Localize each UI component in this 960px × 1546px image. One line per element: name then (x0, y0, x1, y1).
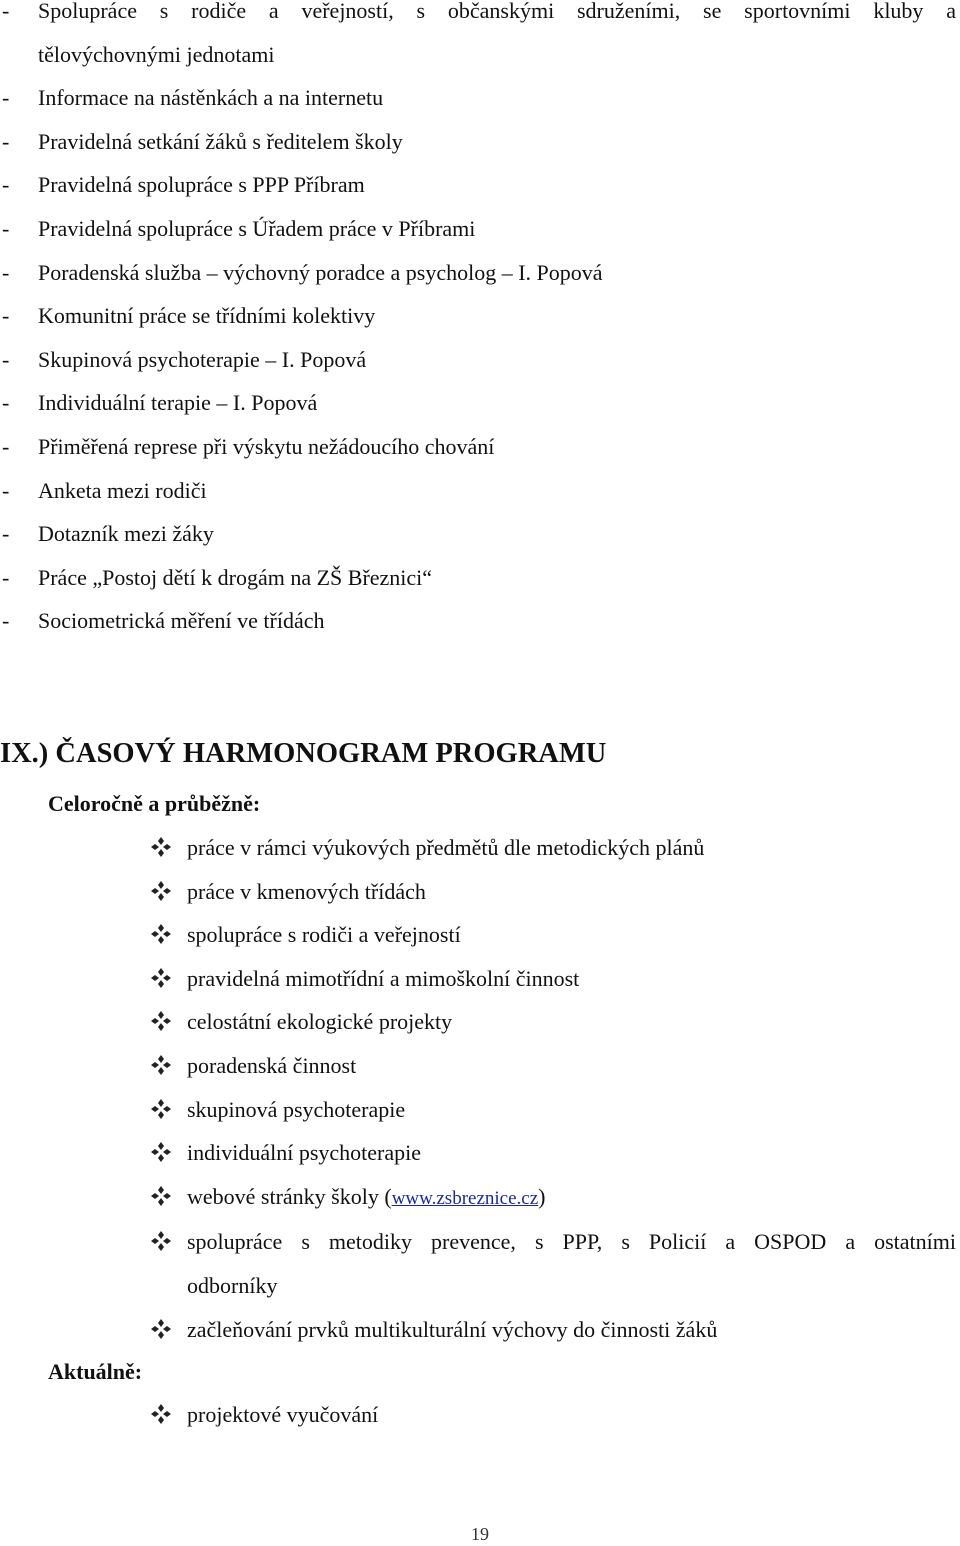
list-item (0, 120, 960, 164)
list-item-text: začleňování prvků multikulturální výchovy do činnosti žáků (187, 1316, 718, 1342)
diamond-bullet-icon (150, 1403, 172, 1425)
list-item (0, 1044, 960, 1088)
list-item (0, 1393, 960, 1437)
list-item-text (187, 1220, 956, 1307)
list-item-text: Skupinová psychoterapie – I. Popová (38, 346, 367, 372)
list-item-text: Poradenská služba – výchovný poradce a psycholog – I. Popová (38, 259, 603, 285)
list-item (0, 251, 960, 295)
dash-marker: - (2, 303, 10, 329)
diamond-bullet-icon (150, 1230, 172, 1252)
list-item-text: spolupráce s rodiči a veřejností (187, 922, 461, 948)
diamond-bullet-icon (150, 967, 172, 989)
dash-marker: - (2, 608, 10, 634)
list-item (0, 1000, 960, 1044)
list-item-text: poradenská činnost (187, 1052, 357, 1078)
list-item (0, 556, 960, 600)
dash-marker: - (2, 259, 10, 285)
list-item (0, 1131, 960, 1175)
list-item (0, 870, 960, 914)
diamond-bullet-icon (150, 1010, 172, 1032)
web-prefix: webové stránky školy ( (187, 1183, 392, 1209)
list-item-text: Pravidelná spolupráce s PPP Příbram (38, 172, 365, 198)
list-item (0, 599, 960, 643)
dash-marker: - (2, 521, 10, 547)
diamond-bullet-icon (150, 880, 172, 902)
subsection-ongoing-title: Celoročně a průběžně: (48, 791, 261, 816)
list-item-text: práce v rámci výukových předmětů dle metodických plánů (187, 835, 705, 860)
dash-marker: - (2, 433, 10, 459)
list-item-text: skupinová psychoterapie (187, 1096, 406, 1122)
list-item (0, 957, 960, 1001)
list-item (0, 469, 960, 513)
list-item-text: projektové vyučování (187, 1402, 379, 1427)
list-item-text: tělovýchovnými jednotami (38, 41, 275, 67)
list-item-text: Pravidelná setkání žáků s ředitelem školy (38, 128, 403, 154)
list-item-text: pravidelná mimotřídní a mimoškolní činnost (187, 965, 580, 991)
list-item (0, 207, 960, 251)
list-item-text (187, 1175, 956, 1221)
page-number: 19 (471, 1524, 489, 1544)
diamond-bullet-icon (150, 1141, 172, 1163)
list-item-text: Komunitní práce se třídními kolektivy (38, 303, 376, 329)
list-item (0, 381, 960, 425)
dash-marker: - (2, 477, 10, 503)
section-title: IX.) ČASOVÝ HARMONOGRAM PROGRAMU (0, 738, 607, 769)
list-item (0, 76, 960, 120)
ongoing-list (0, 826, 960, 1351)
diamond-bullet-icon (150, 1185, 172, 1207)
web-suffix: ) (538, 1183, 546, 1209)
list-item-text: Pravidelná spolupráce s Úřadem práce v Příbrami (38, 215, 476, 241)
list-item-text: celostátní ekologické projekty (187, 1009, 453, 1035)
dash-marker: - (2, 85, 10, 111)
list-item (0, 338, 960, 382)
list-item-text: Informace na nástěnkách a na internetu (38, 85, 384, 111)
list-item-line: odborníky (187, 1272, 278, 1298)
dash-marker: - (2, 346, 10, 372)
list-item-text: Spolupráce s rodiče a veřejností, s občanskými sdruženími, se sportovními kluby a (38, 0, 956, 23)
list-item-continuation (0, 33, 960, 77)
list-item-text: Přiměřená represe při výskytu nežádoucího chování (38, 433, 495, 459)
list-item-text: Anketa mezi rodiči (38, 477, 207, 503)
diamond-bullet-icon (150, 1318, 172, 1340)
list-item-line: spolupráce s metodiky prevence, s PPP, s Policií a OSPOD a ostatními (187, 1229, 956, 1255)
dash-marker: - (2, 128, 10, 154)
list-item-text: práce v kmenových třídách (187, 878, 426, 904)
list-item (0, 512, 960, 556)
list-item-web (0, 1175, 960, 1221)
diamond-bullet-icon (150, 1054, 172, 1076)
diamond-bullet-icon (150, 923, 172, 945)
list-item-text: Dotazník mezi žáky (38, 521, 214, 547)
list-item-text: Sociometrická měření ve třídách (38, 608, 325, 634)
list-item-experts (0, 1220, 960, 1307)
list-item (0, 826, 960, 870)
list-item-text: Práce „Postoj dětí k drogám na ZŠ Březnici“ (38, 564, 433, 590)
dash-marker: - (2, 390, 10, 416)
list-item (0, 163, 960, 207)
list-item-text: individuální psychoterapie (187, 1140, 421, 1166)
list-item (0, 0, 960, 33)
school-website-link[interactable]: www.zsbreznice.cz (391, 1187, 539, 1209)
list-item (0, 1088, 960, 1132)
dash-marker: - (2, 215, 10, 241)
list-item-text: Individuální terapie – I. Popová (38, 390, 318, 416)
list-item (0, 425, 960, 469)
current-list (0, 1393, 960, 1437)
diamond-bullet-icon (150, 1098, 172, 1120)
dash-marker: - (2, 0, 10, 23)
list-item (0, 913, 960, 957)
list-item (0, 1308, 960, 1352)
dash-marker: - (2, 172, 10, 198)
diamond-bullet-icon (150, 836, 172, 858)
dash-list (0, 0, 960, 643)
list-item (0, 294, 960, 338)
subsection-current-title: Aktuálně: (48, 1359, 143, 1384)
dash-marker: - (2, 564, 10, 590)
